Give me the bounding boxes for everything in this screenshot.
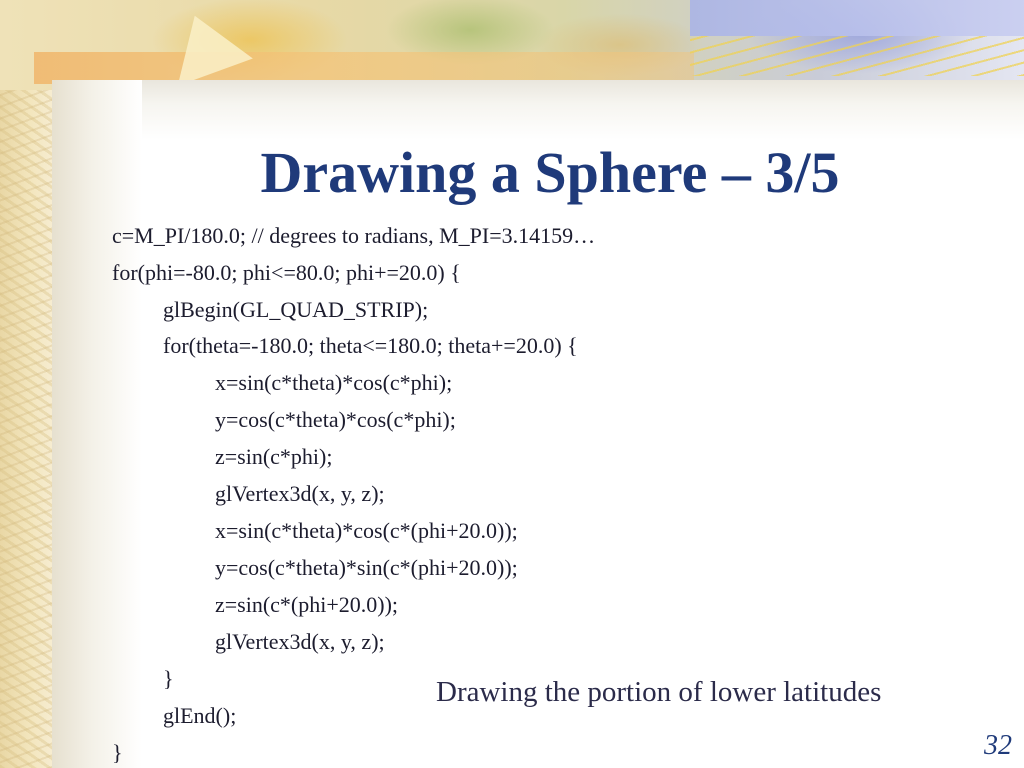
page-number: 32 xyxy=(984,730,1012,761)
wheat-icon xyxy=(690,36,1024,76)
code-line: c=M_PI/180.0; // degrees to radians, M_PI=3.14159… xyxy=(112,223,596,248)
decorative-left-strip xyxy=(0,0,52,768)
code-line: glEnd(); xyxy=(163,703,237,728)
code-line: } xyxy=(112,740,123,765)
code-line: glBegin(GL_QUAD_STRIP); xyxy=(163,297,429,322)
code-line: glVertex3d(x, y, z); xyxy=(215,629,385,654)
code-line: y=cos(c*theta)*cos(c*phi); xyxy=(215,407,456,432)
code-line: for(theta=-180.0; theta<=180.0; theta+=20.0) { xyxy=(163,333,578,358)
slide-title: Drawing a Sphere – 3/5 xyxy=(260,140,840,205)
decorative-banner-fade xyxy=(52,80,1024,140)
code-line: for(phi=-80.0; phi<=80.0; phi+=20.0) { xyxy=(112,260,461,285)
code-line: z=sin(c*(phi+20.0)); xyxy=(215,592,399,617)
code-line: y=cos(c*theta)*sin(c*(phi+20.0)); xyxy=(215,555,518,580)
slide-caption: Drawing the portion of lower latitudes xyxy=(436,676,882,708)
decorative-blue-wash xyxy=(690,0,1024,36)
code-line: x=sin(c*theta)*cos(c*(phi+20.0)); xyxy=(215,518,518,543)
code-line: z=sin(c*phi); xyxy=(215,444,333,469)
code-line: } xyxy=(163,666,174,691)
code-line: x=sin(c*theta)*cos(c*phi); xyxy=(215,370,453,395)
decorative-top-banner xyxy=(0,0,1024,90)
code-line: glVertex3d(x, y, z); xyxy=(215,481,385,506)
